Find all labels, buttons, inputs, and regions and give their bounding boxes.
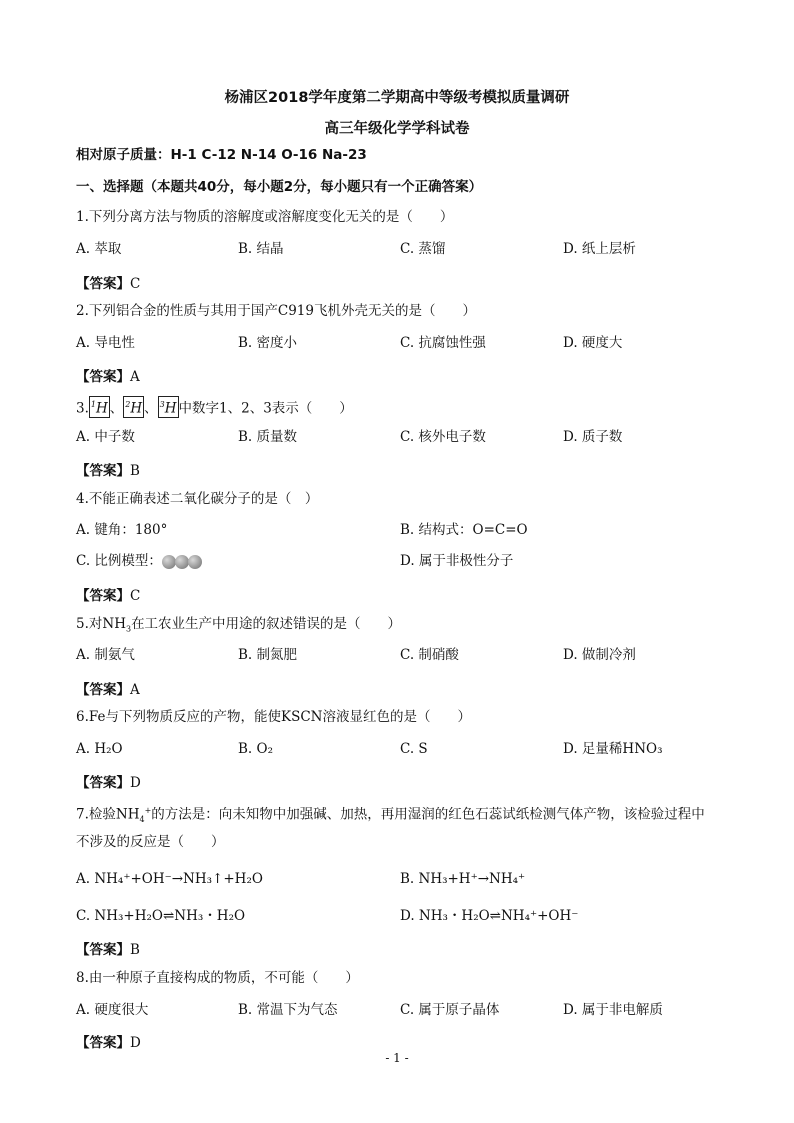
q8-answer: 【答案】D bbox=[76, 1035, 141, 1051]
q6-option-b: B. O₂ bbox=[238, 741, 273, 757]
q3-option-b: B. 质量数 bbox=[238, 429, 298, 445]
exam-subtitle: 高三年级化学学科试卷 bbox=[324, 121, 470, 137]
q3-option-a: A. 中子数 bbox=[76, 429, 135, 445]
q6-answer: 【答案】D bbox=[76, 775, 141, 791]
q6-option-c: C. S bbox=[400, 741, 428, 757]
q7-option-a: A. NH₄⁺+OH⁻→NH₃↑+H₂O bbox=[76, 871, 263, 887]
q2-option-c: C. 抗腐蚀性强 bbox=[400, 335, 486, 351]
q5-option-b: B. 制氮肥 bbox=[238, 647, 298, 663]
section-heading: 一、选择题（本题共40分，每小题2分，每小题只有一个正确答案） bbox=[76, 179, 483, 195]
isotope-1-box: $^1$H bbox=[89, 396, 110, 418]
q2-option-b: B. 密度小 bbox=[238, 335, 298, 351]
question-5-stem: 5.对$NH_3$在工农业生产中用途的叙述错误的是（ ） bbox=[76, 616, 402, 634]
q4-option-d: D. 属于非极性分子 bbox=[400, 553, 514, 569]
q4-answer: 【答案】C bbox=[76, 588, 141, 604]
q2-answer: 【答案】A bbox=[76, 369, 140, 385]
q2-option-d: D. 硬度大 bbox=[563, 335, 623, 351]
q1-option-d: D. 纸上层析 bbox=[563, 241, 636, 257]
q4-option-a: A. 键角：180° bbox=[76, 522, 168, 538]
q4-option-c: C. 比例模型： bbox=[76, 552, 206, 570]
question-7-stem: 7.检验$NH_4^+$的方法是：向未知物中加强碱、加热，再用湿润的红色石蕊试纸检测气体产物，该检验过程中 bbox=[76, 806, 705, 825]
question-8-stem: 8.由一种原子直接构成的物质，不可能（ ） bbox=[76, 970, 359, 986]
q2-option-a: A. 导电性 bbox=[76, 335, 135, 351]
q8-option-c: C. 属于原子晶体 bbox=[400, 1002, 500, 1018]
q1-option-c: C. 蒸馏 bbox=[400, 241, 446, 257]
q3-option-d: D. 质子数 bbox=[563, 429, 623, 445]
q7-answer: 【答案】B bbox=[76, 942, 140, 958]
question-1-stem: 1.下列分离方法与物质的溶解度或溶解度变化无关的是（ ） bbox=[76, 209, 454, 225]
exam-title: 杨浦区2018学年度第二学期高中等级考模拟质量调研 bbox=[224, 90, 570, 106]
q8-option-a: A. 硬度很大 bbox=[76, 1002, 149, 1018]
q1-option-a: A. 萃取 bbox=[76, 241, 122, 257]
q3-answer: 【答案】B bbox=[76, 463, 140, 479]
q3-option-c: C. 核外电子数 bbox=[400, 429, 486, 445]
question-4-stem: 4.不能正确表述二氧化碳分子的是（ ） bbox=[76, 491, 319, 507]
question-7-stem-line2: 不涉及的反应是（ ） bbox=[76, 834, 225, 850]
question-2-stem: 2.下列铝合金的性质与其用于国产C919飞机外壳无关的是（ ） bbox=[76, 303, 476, 319]
q7-option-b: B. NH₃+H⁺→NH₄⁺ bbox=[400, 871, 526, 887]
q5-option-c: C. 制硝酸 bbox=[400, 647, 459, 663]
q1-answer: 【答案】C bbox=[76, 276, 141, 292]
q8-option-b: B. 常温下为气态 bbox=[238, 1002, 338, 1018]
q5-answer: 【答案】A bbox=[76, 682, 140, 698]
q6-option-d: D. 足量稀HNO₃ bbox=[563, 741, 663, 757]
q5-option-d: D. 做制冷剂 bbox=[563, 647, 636, 663]
page-number: - 1 - bbox=[385, 1051, 409, 1065]
q7-option-d: D. NH₃・H₂O⇌NH₄⁺+OH⁻ bbox=[400, 908, 579, 924]
q4-option-b: B. 结构式：O=C=O bbox=[400, 522, 528, 538]
question-3-stem: 3. $^1$H 、 $^2$H 、 $^3$H 中数字1、2、3表示（ ） bbox=[76, 396, 353, 418]
co2-space-filling-model bbox=[162, 554, 206, 570]
question-6-stem: 6.Fe与下列物质反应的产物，能使KSCN溶液显红色的是（ ） bbox=[76, 709, 471, 725]
isotope-2-box: $^2$H bbox=[123, 396, 144, 418]
q8-option-d: D. 属于非电解质 bbox=[563, 1002, 663, 1018]
q6-option-a: A. H₂O bbox=[76, 741, 123, 757]
isotope-3-box: $^3$H bbox=[158, 396, 179, 418]
q5-option-a: A. 制氨气 bbox=[76, 647, 135, 663]
q1-option-b: B. 结晶 bbox=[238, 241, 284, 257]
q7-option-c: C. NH₃+H₂O⇌NH₃・H₂O bbox=[76, 908, 246, 924]
atomic-masses: 相对原子质量：H-1 C-12 N-14 O-16 Na-23 bbox=[76, 147, 367, 163]
